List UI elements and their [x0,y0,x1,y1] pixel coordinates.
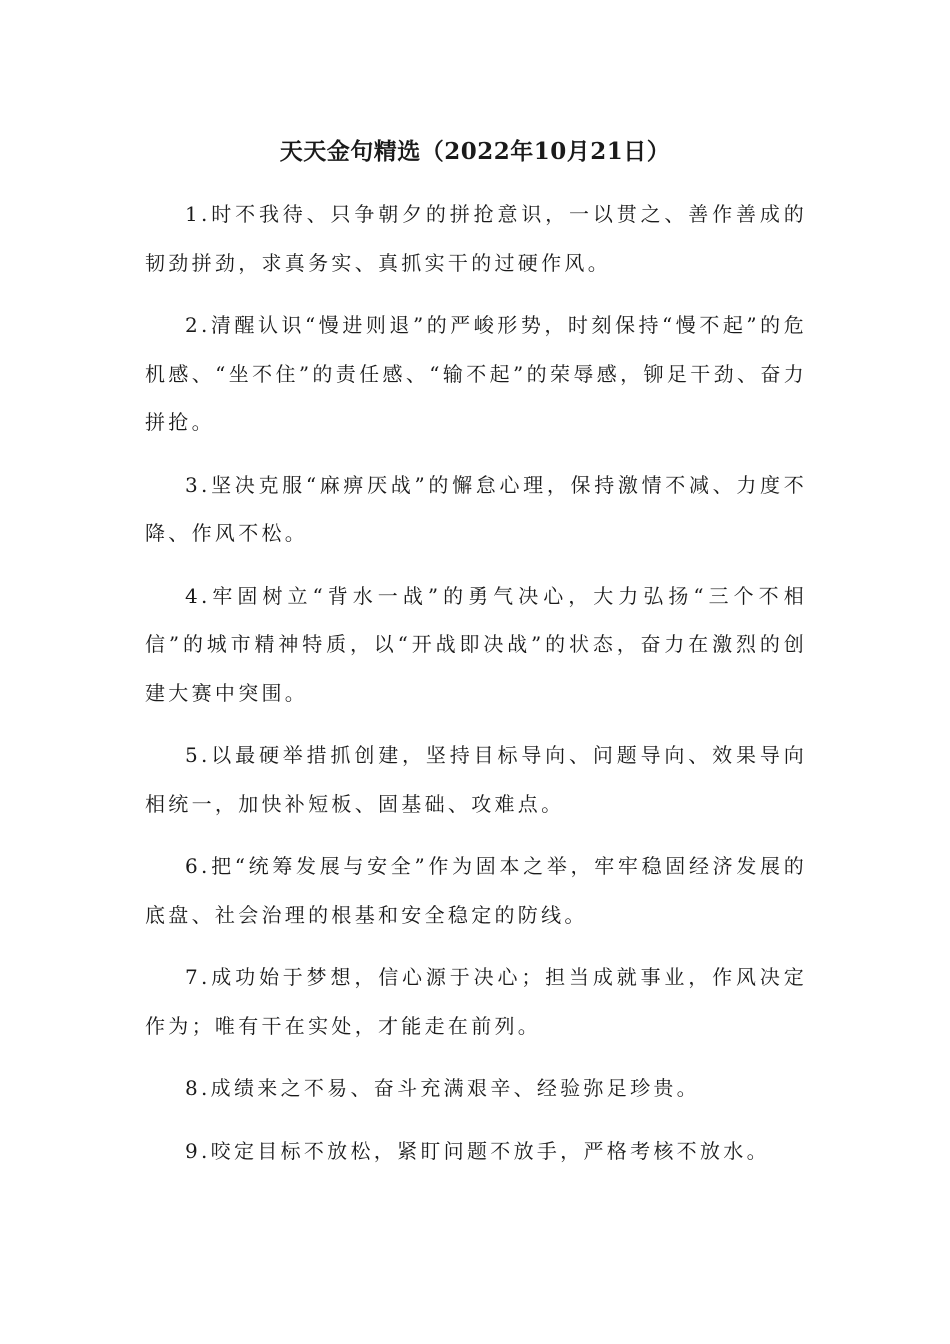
paragraph-3: 3.坚决克服“麻痹厌战”的懈怠心理，保持激情不减、力度不降、作风不松。 [145,472,807,545]
paragraph-6: 6.把“统筹发展与安全”作为固本之举，牢牢稳固经济发展的底盘、社会治理的根基和安全稳定的防线。 [145,854,807,927]
paragraph-1: 1.时不我待、只争朝夕的拼抢意识，一以贯之、善作善成的韧劲拼劲，求真务实、真抓实干的过硬作风。 [145,202,807,275]
paragraph-7: 7.成功始于梦想，信心源于决心；担当成就事业，作风决定作为；唯有干在实处，才能走在前列。 [145,965,807,1038]
page-title: 天天金句精选（2022年10月21日） [279,138,671,165]
paragraph-9: 9.咬定目标不放松，紧盯问题不放手，严格考核不放水。 [185,1138,770,1163]
document-body [145,190,807,1189]
paragraph-4: 4.牢固树立“背水一战”的勇气决心，大力弘扬“三个不相信”的城市精神特质，以“开战即决战”的状态，奋力在激烈的创建大赛中突围。 [145,583,807,705]
paragraph-8: 8.成绩来之不易、奋斗充满艰辛、经验弥足珍贵。 [185,1076,700,1100]
paragraph-5: 5.以最硬举措抓创建，坚持目标导向、问题导向、效果导向相统一，加快补短板、固基础、攻难点。 [145,743,807,816]
paragraph-2: 2.清醒认识“慢进则退”的严峻形势，时刻保持“慢不起”的危机感、“坐不住”的责任感、“输不起”的荣辱感，铆足干劲、奋力拼抢。 [145,313,807,434]
